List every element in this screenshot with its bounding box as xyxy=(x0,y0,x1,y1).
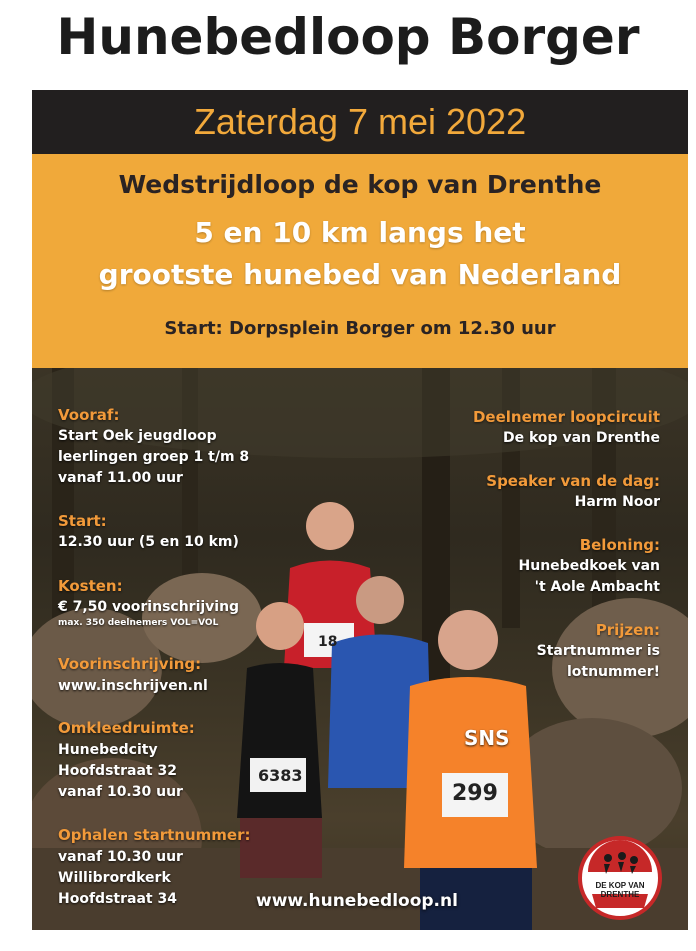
omkleed-line: Hunebedcity xyxy=(58,742,158,758)
bib-number: 6383 xyxy=(258,766,303,785)
deelnemer-text: De kop van Drenthe xyxy=(503,430,660,446)
date-banner: Zaterdag 7 mei 2022 xyxy=(32,90,688,154)
kosten-note: max. 350 deelnemers VOL=VOL xyxy=(58,618,219,628)
intro-banner xyxy=(32,154,688,368)
vooraf-label: Vooraf: xyxy=(58,406,120,424)
bib-number: 299 xyxy=(452,781,498,806)
event-title: Wedstrijdloop de kop van Drenthe xyxy=(118,170,602,199)
ophalen-line: vanaf 10.30 uur xyxy=(58,849,183,865)
beloning-line: 't Aole Ambacht xyxy=(534,579,660,595)
beloning-label: Beloning: xyxy=(579,536,660,554)
prijzen-label: Prijzen: xyxy=(595,621,660,639)
prijzen-line: lotnummer! xyxy=(566,664,660,680)
kosten-text: € 7,50 voorinschrijving xyxy=(58,599,240,615)
start-location: Start: Dorpsplein Borger om 12.30 uur xyxy=(164,318,556,339)
page-title: Hunebedloop Borger xyxy=(56,8,640,66)
runner-head xyxy=(356,576,404,624)
runner-head xyxy=(306,502,354,550)
ophalen-label: Ophalen startnummer: xyxy=(58,826,251,844)
vooraf-line: Start Oek jeugdloop xyxy=(58,428,217,444)
bib-number: 18 xyxy=(318,634,338,650)
vooraf-line: vanaf 11.00 uur xyxy=(58,470,183,486)
sponsor-logo: SNS xyxy=(464,726,510,750)
voorinschrijving-label: Voorinschrijving: xyxy=(58,655,202,673)
start-text: 12.30 uur (5 en 10 km) xyxy=(58,534,239,550)
logo-text: DE KOP VAN DRENTHE xyxy=(595,881,645,899)
deelnemer-label: Deelnemer loopcircuit xyxy=(472,408,660,426)
kop-van-drenthe-logo xyxy=(578,836,662,920)
runner-head xyxy=(256,602,304,650)
beloning-line: Hunebedkoek van xyxy=(518,558,660,574)
omkleed-label: Omkleedruimte: xyxy=(58,719,195,737)
runner-shirt xyxy=(404,677,537,868)
omkleed-line: vanaf 10.30 uur xyxy=(58,784,183,800)
omkleed-line: Hoofdstraat 32 xyxy=(58,763,177,779)
start-label: Start: xyxy=(58,512,107,530)
speaker-label: Speaker van de dag: xyxy=(486,472,660,490)
vooraf-line: leerlingen groep 1 t/m 8 xyxy=(58,449,250,465)
kosten-label: Kosten: xyxy=(58,577,123,595)
voorinschrijving-text: www.inschrijven.nl xyxy=(58,678,208,694)
hunebed-line: grootste hunebed van Nederland xyxy=(98,258,622,291)
distance-line: 5 en 10 km langs het xyxy=(194,216,526,249)
runner-shorts xyxy=(240,818,322,878)
website-link[interactable]: www.hunebedloop.nl xyxy=(256,891,458,911)
prijzen-line: Startnummer is xyxy=(536,643,660,659)
runner-head xyxy=(438,610,498,670)
runner-shirt xyxy=(237,663,322,818)
ophalen-line: Willibrordkerk xyxy=(58,870,171,886)
ophalen-line: Hoofdstraat 34 xyxy=(58,891,177,907)
speaker-text: Harm Noor xyxy=(574,494,660,510)
